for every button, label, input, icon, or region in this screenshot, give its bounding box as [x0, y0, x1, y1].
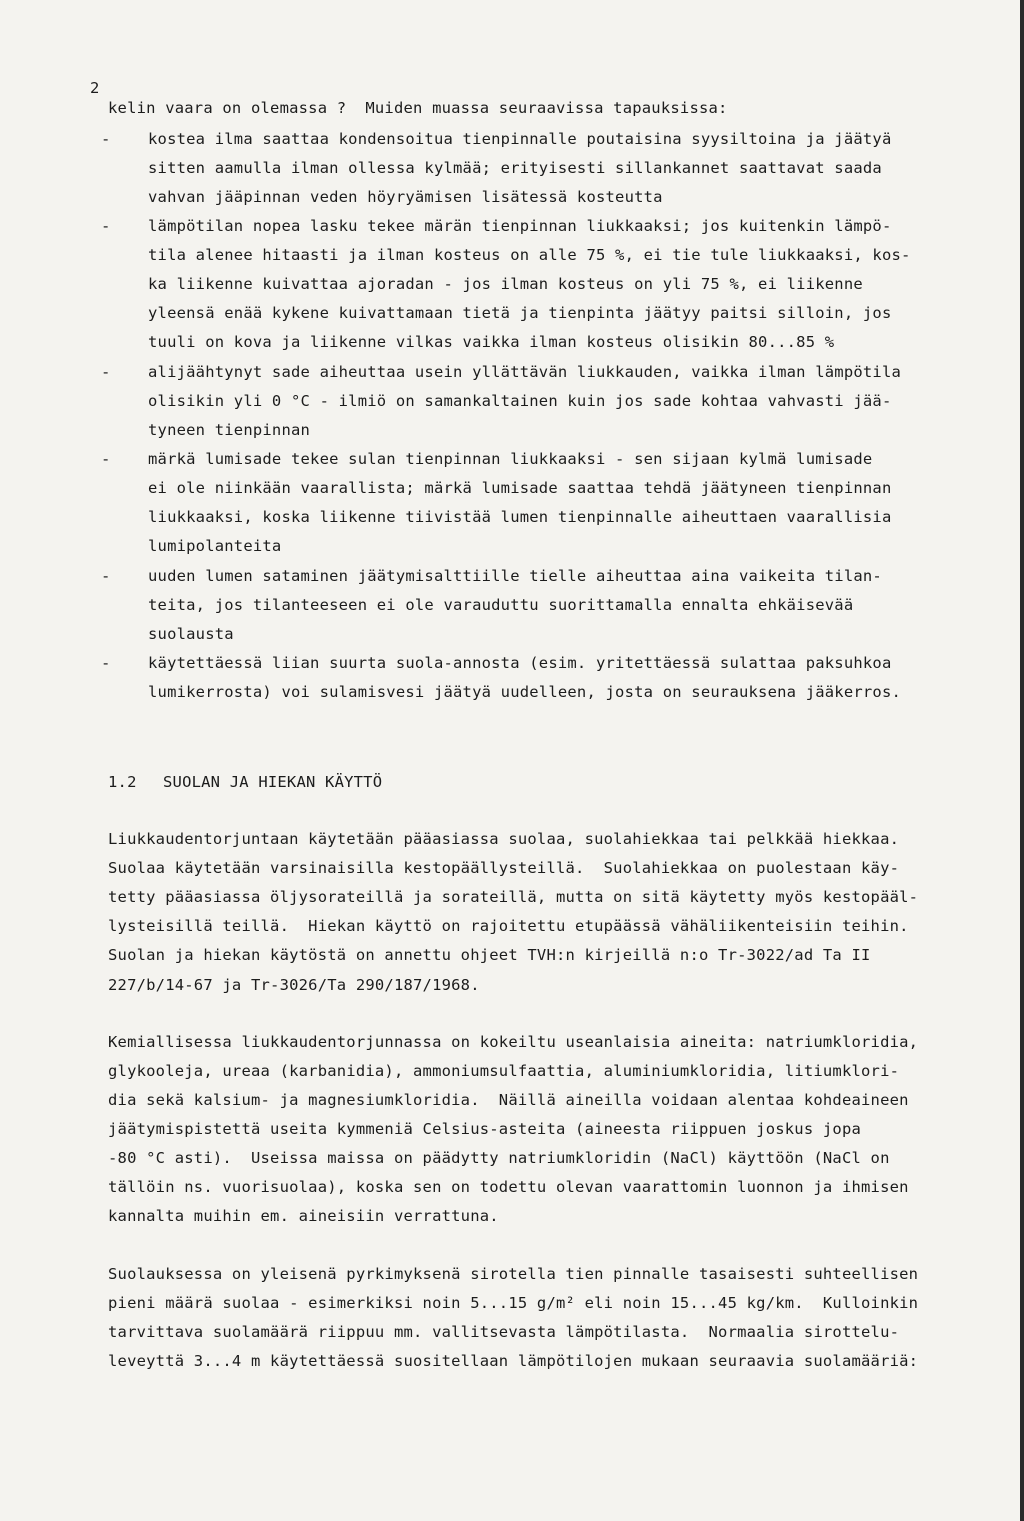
bullet-line: yleensä enää kykene kuivattamaan tietä ja tienpinta jäätyy paitsi silloin, jos [148, 304, 892, 322]
bullet-line: uuden lumen sataminen jäätymisalttiille tielle aiheuttaa aina vaikeita tilan- [148, 567, 882, 585]
bullet-line: sitten aamulla ilman ollessa kylmää; erityisesti sillankannet saattavat saada [148, 159, 882, 177]
paragraph-line: kannalta muihin em. aineisiin verrattuna. [108, 1207, 499, 1225]
bullet-line: käytettäessä liian suurta suola-annosta (esim. yritettäessä sulattaa paksuhkoa [148, 654, 892, 672]
paragraph-line: -80 °C asti). Useissa maissa on päädytty natriumkloridin (NaCl) käyttöön (NaCl on [108, 1149, 890, 1167]
bullet-line: vahvan jääpinnan veden höyryämisen lisätessä kosteutta [148, 188, 663, 206]
bullet-line: tyneen tienpinnan [148, 421, 311, 439]
paragraph-line: Suolaa käytetään varsinaisilla kestopäällysteillä. Suolahiekkaa on puolestaan käy- [108, 859, 900, 877]
paragraph-line: Kemiallisessa liukkaudentorjunnassa on kokeiltu useanlaisia aineita: natriumkloridia, [108, 1033, 919, 1051]
bullet-line: lumikerrosta) voi sulamisvesi jäätyä uudelleen, josta on seurauksena jääkerros. [148, 683, 902, 701]
scan-edge [1020, 0, 1024, 1521]
section-number: 1.2 [108, 773, 137, 791]
paragraph-line: jäätymispistettä useita kymmeniä Celsius-asteita (aineesta riippuen joskus jopa [108, 1120, 862, 1138]
paragraph-line: tarvittava suolamäärä riippuu mm. vallitsevasta lämpötilasta. Normaalia sirottelu- [108, 1323, 900, 1341]
bullet-line: tuuli on kova ja liikenne vilkas vaikka ilman kosteus olisikin 80...85 % [148, 333, 835, 351]
paragraph-line: 227/b/14-67 ja Tr-3026/Ta 290/187/1968. [108, 976, 480, 994]
paragraph-line: Liukkaudentorjuntaan käytetään pääasiassa suolaa, suolahiekkaa tai pelkkää hiekkaa. [108, 830, 900, 848]
paragraph-line: leveyttä 3...4 m käytettäessä suositellaan lämpötilojen mukaan seuraavia suolamääriä: [108, 1352, 919, 1370]
paragraph-line: glykooleja, ureaa (karbanidia), ammoniumsulfaattia, aluminiumkloridia, litiumklori- [108, 1062, 900, 1080]
section-title: SUOLAN JA HIEKAN KÄYTTÖ [163, 773, 383, 791]
paragraph-line: dia sekä kalsium- ja magnesiumkloridia. Näillä aineilla voidaan alentaa kohdeaineen [108, 1091, 909, 1109]
bullet-line: suolausta [148, 625, 234, 643]
intro-line: kelin vaara on olemassa ? Muiden muassa seuraavissa tapauksissa: [108, 99, 728, 117]
bullet-dash: - [101, 654, 111, 672]
page-number: 2 [90, 79, 100, 97]
bullet-dash: - [101, 130, 111, 148]
bullet-dash: - [101, 363, 111, 381]
bullet-line: märkä lumisade tekee sulan tienpinnan liukkaaksi - sen sijaan kylmä lumisade [148, 450, 873, 468]
bullet-dash: - [101, 567, 111, 585]
paragraph-line: tällöin ns. vuorisuolaa), koska sen on todettu olevan vaarattomin luonnon ja ihmisen [108, 1178, 909, 1196]
bullet-line: kostea ilma saattaa kondensoitua tienpinnalle poutaisina syysiltoina ja jäätyä [148, 130, 892, 148]
bullet-line: tila alenee hitaasti ja ilman kosteus on alle 75 %, ei tie tule liukkaaksi, kos- [148, 246, 911, 264]
bullet-dash: - [101, 217, 111, 235]
paragraph-line: pieni määrä suolaa - esimerkiksi noin 5...15 g/m² eli noin 15...45 kg/km. Kulloinkin [108, 1294, 919, 1312]
paragraph-line: lysteisillä teillä. Hiekan käyttö on rajoitettu etupäässä vähäliikenteisiin teihin. [108, 917, 909, 935]
bullet-line: teita, jos tilanteeseen ei ole varauduttu suorittamalla ennalta ehkäisevää [148, 596, 854, 614]
bullet-line: alijäähtynyt sade aiheuttaa usein yllättävän liukkauden, vaikka ilman lämpötila [148, 363, 902, 381]
bullet-line: liukkaaksi, koska liikenne tiivistää lumen tienpinnalle aiheuttaen vaarallisia [148, 508, 892, 526]
paragraph-line: Suolan ja hiekan käytöstä on annettu ohjeet TVH:n kirjeillä n:o Tr-3022/ad Ta II [108, 946, 871, 964]
bullet-line: olisikin yli 0 °C - ilmiö on samankaltainen kuin jos sade kohtaa vahvasti jää- [148, 392, 892, 410]
bullet-line: lumipolanteita [148, 537, 282, 555]
bullet-dash: - [101, 450, 111, 468]
paragraph-line: tetty pääasiassa öljysorateillä ja sorateillä, mutta on sitä käytetty myös kestopääl- [108, 888, 919, 906]
bullet-line: ka liikenne kuivattaa ajoradan - jos ilman kosteus on yli 75 %, ei liikenne [148, 275, 863, 293]
bullet-line: ei ole niinkään vaarallista; märkä lumisade saattaa tehdä jäätyneen tienpinnan [148, 479, 892, 497]
paragraph-line: Suolauksessa on yleisenä pyrkimyksenä sirotella tien pinnalle tasaisesti suhteellisen [108, 1265, 919, 1283]
bullet-line: lämpötilan nopea lasku tekee märän tienpinnan liukkaaksi; jos kuitenkin lämpö- [148, 217, 892, 235]
